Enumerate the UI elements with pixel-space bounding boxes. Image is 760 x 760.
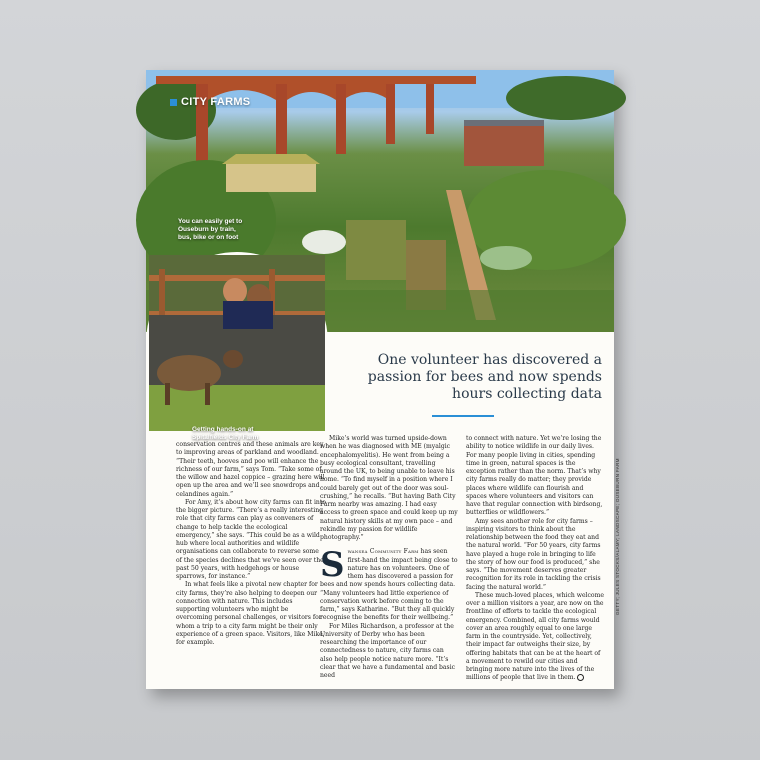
circle-caption: Getting hands-on at Spitalfields City Farm <box>192 426 259 441</box>
lead-in: wansea Community Farm <box>347 548 419 556</box>
pull-quote-rule <box>432 415 494 417</box>
paragraph: For Miles Richardson, a professor at the University of Derby who has been researching the importance of our connectedness to nature, city farms can also help people notice nature more. “It’s clear that we have a fundamental and basic need <box>320 622 456 679</box>
paragraph-text: These much-loved places, which welcome over a million visitors a year, are now on the frontline of efforts to tackle the ecological emergency. Combined, all city farms would cover an area roughly equal to one large farm in the countryside. Yet, collectively, their impact far outweighs their size, by offering habitats that can be at the heart of a movement to rewild our cities and bringing more nature into the lives of the millions of people that live in them. <box>466 591 604 682</box>
paragraph: In what feels like a pivotal new chapter for city farms, they’re also helping to deepen our connection with nature. This includes supporting volunteers who might be overcoming personal challenges, or visitors for whom a trip to a city farm might be their only experience of a green space. Visitors, like Mike, for example. <box>176 581 325 646</box>
section-marker <box>170 99 177 106</box>
magazine-page <box>146 70 620 689</box>
paragraph: Amy sees another role for city farms – inspiring visitors to think about the relationship between the food they eat and the natural world. “For 50 years, city farms have played a huge role in bringing to life the story of how our food is produced,” she says. “The movement deserves greater recognition for its role in tackling the crisis facing the natural world.” <box>466 517 601 591</box>
goat-children-illustration <box>149 255 325 431</box>
column-2 <box>320 435 458 680</box>
column-3 <box>466 435 604 683</box>
paragraph: to connect with nature. Yet we’re losing the ability to notice wildlife in our daily lives. For many people living in cities, spending time in green, natural spaces is the exception rather than the norm. That’s why city farms really do matter; they provide places where wildlife can flourish and spaces where volunteers and visitors can have that regular connection with birdsong, butterflies or wildflowers.” <box>466 435 603 517</box>
drop-cap: S <box>320 545 345 586</box>
section-tag-label: CITY FARMS <box>181 96 251 108</box>
pull-quote: One volunteer has discovered a passion for bees and now spends hours collecting data <box>367 352 602 402</box>
hero-caption: You can easily get to Ouseburn by train, bus, bike or on foot <box>178 218 243 241</box>
paragraph: Mike’s world was turned upside-down when he was diagnosed with ME (myalgic encephalomyelitis). He went from being a busy ecological consultant, travelling around the UK, to being unable to leave his home. “To find myself in a position where I could barely get out of the door was soul-crushing,” he recalls. “But having Bath City Farm nearby was amazing. I had easy access to green space and could keep up my natural history skills at my own pace – and rekindle my passion for wildlife photography.” <box>320 435 458 541</box>
circle-photo <box>146 252 328 434</box>
section-tag <box>170 96 250 108</box>
paragraph: For Amy, it’s about how city farms can fit into the bigger picture. “There’s a really interesting role that city farms can play as conveners of change to help tackle the ecological emergency,” she says. “This could be as a wild hub where local authorities and wildlife organisations can collaborate to reverse some of the species declines that we’ve seen over the past 50 years, with hedgehogs or house sparrows, for instance.” <box>176 498 326 580</box>
column-1 <box>176 441 326 647</box>
photo-credit: GETTY; JULES STOCKS/ALAMY; LANDSCAPE; OUSEBURN FARM <box>615 458 620 615</box>
end-mark-icon <box>577 674 584 681</box>
paragraph-text: has seen first-hand the impact being close to nature has on volunteers. One of them has discovered a passion for bees and now spends hours collecting data. “Many volunteers had little experience of conservation work before coming to the farm,” says Katharine. “But they all quickly recognise the benefits for their wellbeing.” <box>320 548 458 622</box>
paragraph: conservation centres and these animals are key to improving areas of parkland and woodland. “Their teeth, hooves and poo will enhance the richness of our farm,” says Tom. “Take some of the willow and hazel coppice – grazing here will open up the area and we’ll see snowdrops and celandines again.” <box>176 441 325 498</box>
paragraph <box>466 592 604 683</box>
paragraph-dropcap <box>320 545 458 622</box>
